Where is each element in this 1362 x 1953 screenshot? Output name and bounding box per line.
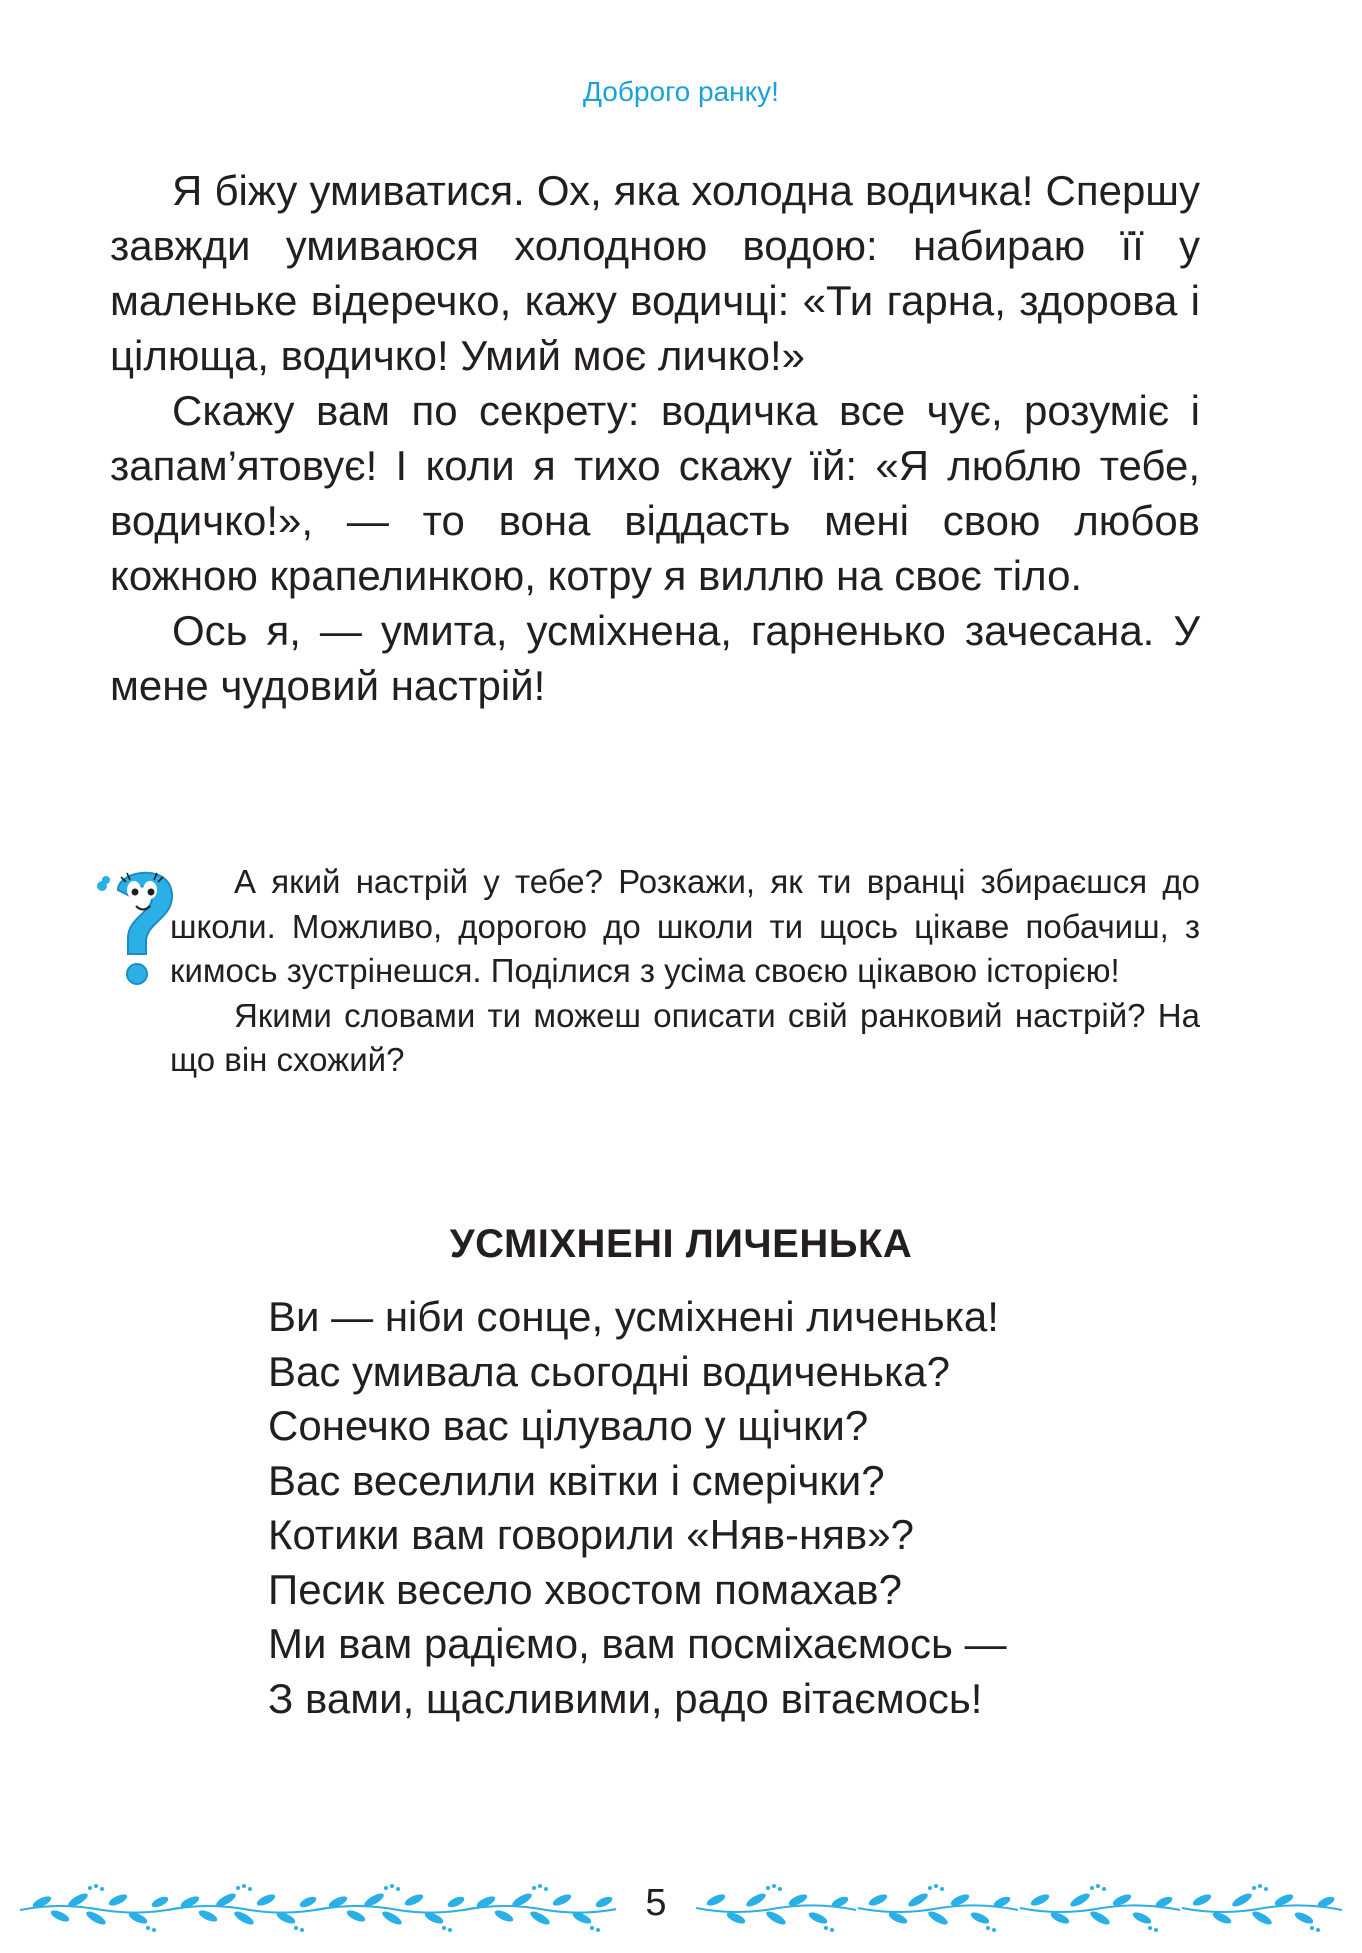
poem-line: З вами, щасливими, радо вітаємось! xyxy=(268,1674,983,1722)
page-number: 5 xyxy=(645,1882,667,1924)
poem-line: Котики вам говорили «Няв-няв»? xyxy=(268,1511,914,1558)
running-head: Доброго ранку! xyxy=(583,76,779,107)
poem-line: Ми вам радіємо, вам посміхаємось — xyxy=(268,1620,1007,1667)
floral-ornament-icon xyxy=(696,1876,1346,1936)
paragraph: Я біжу умиватися. Ох, яка холодна водичка! Спершу завжди умиваюся холодною водою: набираю її у маленьке відеречко, кажу водичці: «Ти гарна, здорова і цілюща, водичко! Умий моє личко!» xyxy=(110,167,1200,379)
floral-ornament-icon xyxy=(20,1876,616,1936)
task-paragraph: А який настрій у тебе? Розкажи, як ти вранці збираєшся до школи. Можливо, дорогою до школи ти щось цікаве побачиш, з кимось зустрінешся. Поділися з усіма своєю цікавою історією! xyxy=(170,863,1200,989)
task-paragraph: Якими словами ти можеш описати свій ранковий настрій? На що він схожий? xyxy=(170,996,1200,1078)
question-mark-character-icon xyxy=(90,860,180,990)
poem-line: Сонечко вас цілувало у щічки? xyxy=(268,1402,869,1449)
poem-title: УСМІХНЕНІ ЛИЧЕНЬКА xyxy=(449,1222,913,1266)
poem-line: Вас умивала сьогодні водиченька? xyxy=(268,1347,950,1395)
poem-line: Вас веселили квітки і смерічки? xyxy=(268,1456,885,1504)
poem-line: Песик весело хвостом помахав? xyxy=(268,1565,902,1613)
poem xyxy=(268,1290,1168,1726)
story-text xyxy=(110,163,1200,713)
paragraph: Ось я, — умита, усміхнена, гарненько зачесана. У мене чудовий настрій! xyxy=(110,607,1200,709)
poem-line: Ви — ніби сонце, усміхнені личенька! xyxy=(268,1293,999,1340)
paragraph: Скажу вам по секрету: водичка все чує, розуміє і запам’ятовує! І коли я тихо скажу їй: «Я люблю тебе, водичко!», — то вона віддасть мені свою любов кожною крапелинкою, котру я виллю на своє тіло. xyxy=(110,387,1200,599)
task-text xyxy=(170,860,1200,1083)
